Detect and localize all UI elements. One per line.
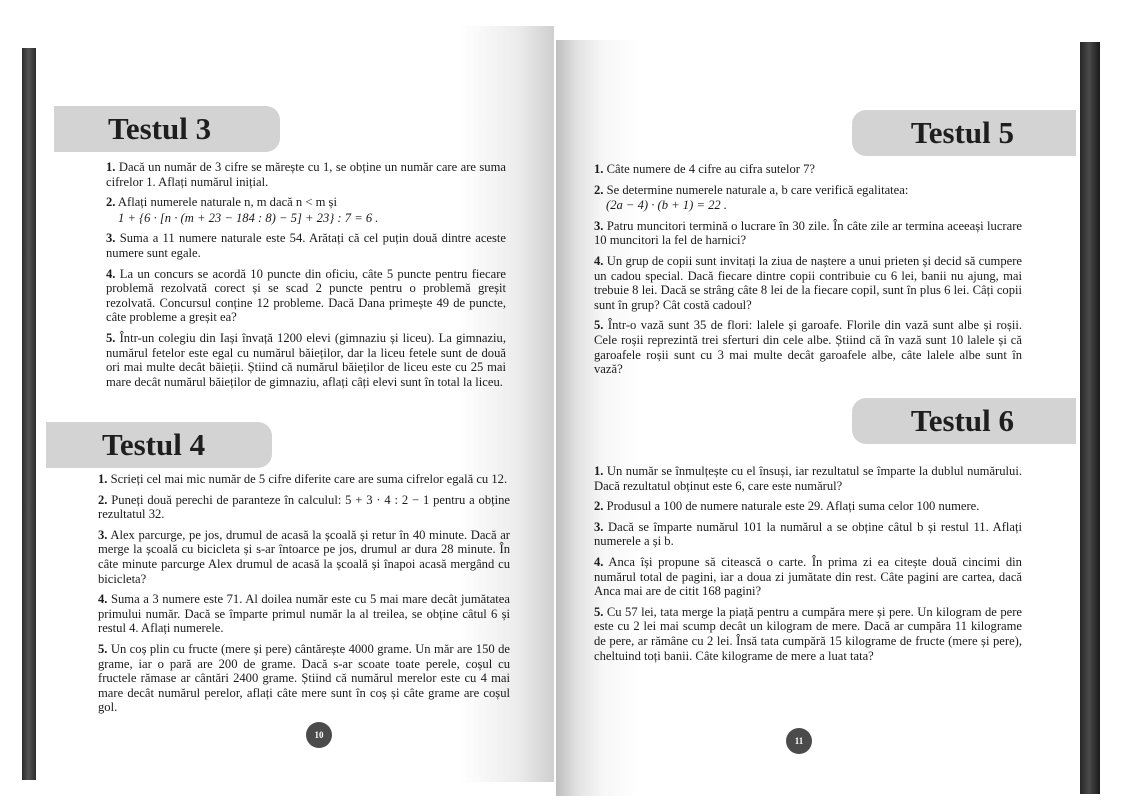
problem-text: Un număr se înmulțește cu el însuși, iar rezultatul se împarte la dublul numărului. Dacă rezultatul obținut este 6, care este numărul? bbox=[594, 464, 1022, 493]
problem-number: 3. bbox=[594, 218, 604, 233]
problem-item bbox=[98, 528, 510, 586]
problem-equation: (2a − 4) · (b + 1) = 22 . bbox=[606, 198, 727, 213]
problem-text: Anca își propune să citească o carte. În prima zi ea citește două cincimi din numărul total de pagini, iar a doua zi jumătate din rest. Câte pagini are cartea, dacă Anca mai are de citit 168 pagini? bbox=[594, 554, 1022, 599]
problem-number: 5. bbox=[594, 604, 604, 619]
problem-item bbox=[98, 472, 510, 487]
problem-number: 1. bbox=[594, 464, 604, 478]
problem-number: 1. bbox=[106, 160, 116, 174]
problem-text: Produsul a 100 de numere naturale este 29. Aflați suma celor 100 numere. bbox=[606, 499, 980, 514]
problem-item bbox=[594, 318, 1022, 376]
problem-text: Aflați numerele naturale n, m dacă n < m și bbox=[117, 195, 337, 210]
test4-problem-list bbox=[98, 472, 510, 721]
problem-number: 3. bbox=[594, 519, 604, 534]
problem-number: 2. bbox=[106, 195, 116, 210]
test6-problem-list bbox=[594, 464, 1022, 669]
problem-text: Dacă se împarte numărul 101 la numărul a se obține câtul b și restul 11. Aflați numerele a și b. bbox=[594, 519, 1022, 549]
test6-title: Testul 6 bbox=[852, 398, 1076, 444]
problem-text: Dacă un număr de 3 cifre se mărește cu 1, se obține un număr care are suma cifrelor 1. Aflați numărul inițial. bbox=[106, 160, 506, 189]
problem-item bbox=[594, 254, 1022, 312]
problem-item bbox=[106, 160, 506, 189]
problem-number: 2. bbox=[594, 499, 604, 514]
problem-item bbox=[106, 331, 506, 389]
problem-text: Într-o vază sunt 35 de flori: lalele și garoafe. Florile din vază sunt albe și roșii. Cele roșii reprezintă trei sferturi din cele albe. Știind că în vază sunt 10 lalele și că garoafele roșii sunt cu 3 mai multe decât garoafele albe, câte lalele albe sunt în vază? bbox=[594, 318, 1022, 377]
problem-number: 5. bbox=[594, 318, 604, 333]
page-number-left: 10 bbox=[306, 722, 332, 748]
problem-item bbox=[594, 219, 1022, 248]
test3-problem-list bbox=[106, 160, 506, 395]
problem-number: 3. bbox=[98, 527, 108, 542]
problem-number: 4. bbox=[98, 592, 108, 607]
problem-number: 4. bbox=[106, 266, 116, 281]
problem-text: Un grup de copii sunt invitați la ziua de naștere a unui prieten și decid să cumpere un cadou special. Dacă fiecare dintre copii contribuie cu 6 lei, banii nu ajung, mai trebuie 8 lei. Dacă se strâng câte 8 lei de la fiecare copil, sunt în plus 6 lei. Câți copii sunt în grup? Cât costă cadoul? bbox=[594, 253, 1022, 312]
problem-text: Scrieți cel mai mic număr de 5 cifre diferite care are suma cifrelor egală cu 12. bbox=[110, 472, 508, 486]
problem-item bbox=[594, 499, 1022, 514]
problem-item bbox=[98, 592, 510, 636]
problem-text: La un concurs se acordă 10 puncte din oficiu, câte 5 puncte pentru fiecare problemă rezolvată corect și se scad 2 puncte pentru o problemă greșit rezolvată. Concursul conține 12 probleme. Dacă Dana primește 49 de puncte, câte probleme a greșit ea? bbox=[106, 266, 506, 325]
problem-text: Un coș plin cu fructe (mere și pere) cântărește 4000 grame. Un măr are 150 de grame, iar o pară are 200 de grame. Dacă s-ar scoate toate perele, coșul cu fructele rămase ar cântări 2400 grame. Știind că numărul merelor este cu 4 mai mare decât numărul perelor, aflați câte mere sunt în coș și câte grame are coșul gol. bbox=[98, 641, 510, 715]
problem-item bbox=[98, 493, 510, 522]
test4-title: Testul 4 bbox=[46, 422, 272, 468]
test5-problem-list bbox=[594, 162, 1022, 383]
problem-text: Într-un colegiu din Iași învață 1200 elevi (gimnaziu și liceu). La gimnaziu, numărul fetelor este egal cu numărul băieților, dar la liceu fetele sunt de două ori mai multe decât băieții. Știind că numărul băieților de liceu este cu 25 mai mare decât numărul băieților de gimnaziu, aflați câți elevi sunt în total la liceu. bbox=[106, 330, 506, 389]
right-page-stack-edge bbox=[1078, 42, 1100, 794]
left-page bbox=[36, 26, 554, 782]
problem-number: 1. bbox=[98, 472, 108, 486]
problem-number: 4. bbox=[594, 554, 604, 569]
test5-title: Testul 5 bbox=[852, 110, 1076, 156]
problem-item bbox=[106, 195, 506, 225]
problem-number: 4. bbox=[594, 253, 604, 268]
problem-text: Suma a 3 numere este 71. Al doilea număr este cu 5 mai mare decât jumătatea primului număr. Dacă se împarte primul număr la al treilea, se obține câtul 6 și restul 4. Aflați numerele. bbox=[98, 592, 510, 636]
problem-item bbox=[594, 464, 1022, 493]
problem-number: 5. bbox=[106, 330, 116, 345]
problem-item bbox=[98, 642, 510, 715]
problem-item bbox=[594, 605, 1022, 663]
problem-item bbox=[594, 520, 1022, 549]
problem-item bbox=[106, 267, 506, 325]
problem-text: Câte numere de 4 cifre au cifra sutelor 7? bbox=[606, 162, 816, 176]
problem-text: Puneți două perechi de paranteze în calculul: 5 + 3 · 4 : 2 − 1 pentru a obține rezultatul 32. bbox=[98, 492, 510, 522]
problem-equation: 1 + {6 · [n · (m + 23 − 184 : 8) − 5] + 23} : 7 = 6 . bbox=[118, 210, 379, 225]
problem-item bbox=[106, 231, 506, 260]
problem-text: Cu 57 lei, tata merge la piață pentru a cumpăra mere și pere. Un kilogram de pere este cu 2 lei mai scump decât un kilogram de mere. Dacă ar cumpăra 11 kilograme de pere, ar rămâne cu 2 lei. Însă tata cumpără 15 kilograme de fructe (mere și pere), cheltuind toți banii. Câte kilograme de mere a luat tata? bbox=[594, 604, 1022, 663]
right-page bbox=[556, 40, 1080, 796]
problem-number: 2. bbox=[594, 182, 604, 197]
problem-text: Patru muncitori termină o lucrare în 30 zile. În câte zile ar termina aceeași lucrare 10 muncitori la fel de harnici? bbox=[594, 218, 1022, 248]
test3-title: Testul 3 bbox=[54, 106, 280, 152]
problem-number: 2. bbox=[98, 492, 108, 507]
problem-text: Se determine numerele naturale a, b care verifică egalitatea: bbox=[606, 182, 909, 197]
page-number-right: 11 bbox=[786, 728, 812, 754]
problem-text: Alex parcurge, pe jos, drumul de acasă la școală și retur în 40 minute. Dacă ar merge la școală cu bicicleta și s-ar întoarce pe jos, drumul ar dura 28 minute. În câte minute parcurge Alex drumul de acasă la școală și înapoi acasă mergând cu bicicleta? bbox=[98, 527, 510, 586]
problem-number: 3. bbox=[106, 231, 116, 246]
problem-item bbox=[594, 555, 1022, 599]
problem-number: 5. bbox=[98, 641, 108, 656]
problem-item bbox=[594, 183, 1022, 213]
problem-text: Suma a 11 numere naturale este 54. Arătați că cel puțin două dintre aceste numere sunt egale. bbox=[106, 231, 506, 260]
problem-number: 1. bbox=[594, 162, 604, 176]
problem-item bbox=[594, 162, 1022, 177]
